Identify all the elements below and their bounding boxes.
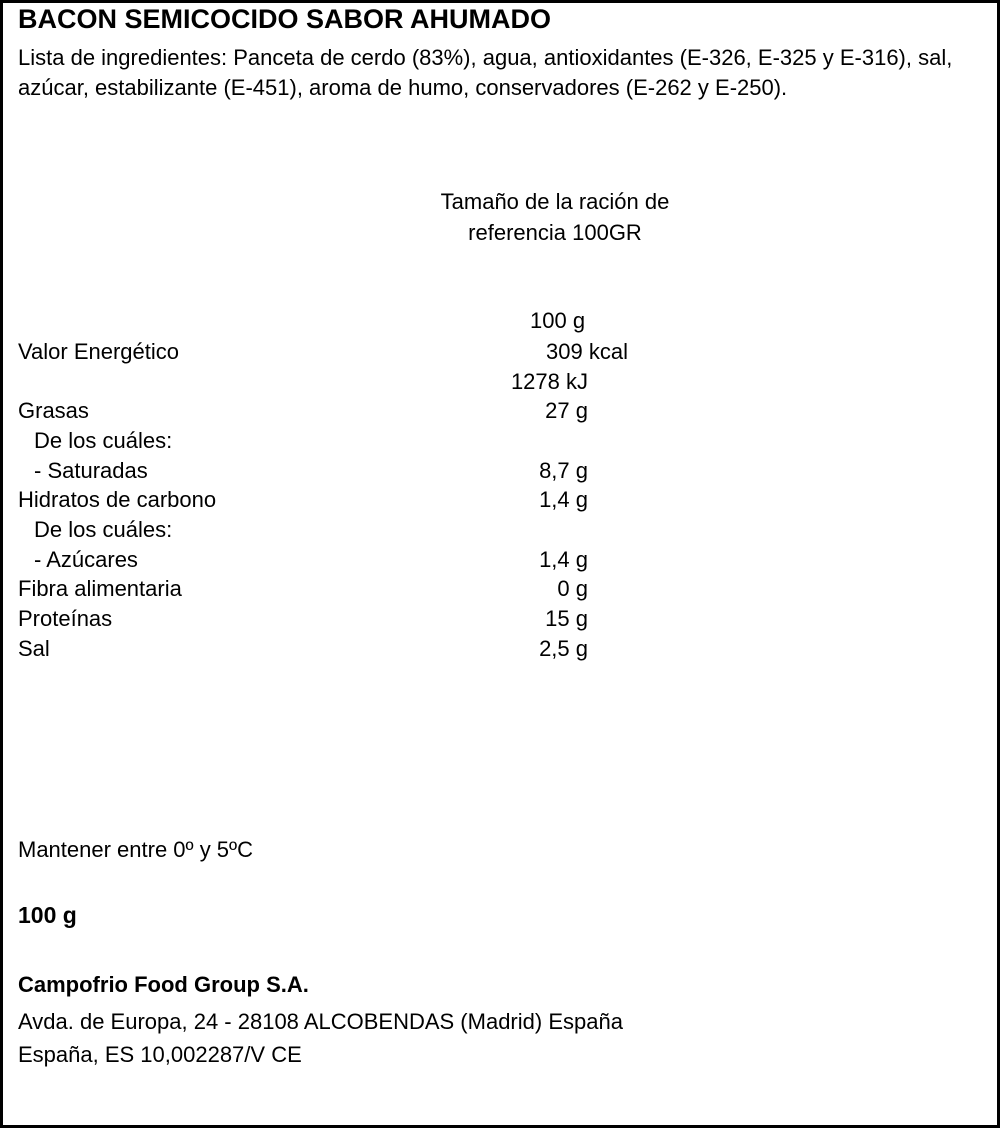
fiber-label: Fibra alimentaria	[18, 576, 182, 601]
fat-label: Grasas	[18, 398, 89, 423]
sugars-value: 1,4 g	[539, 547, 588, 572]
energy-kcal-value: 309 kcal	[546, 339, 628, 364]
of-which-label: De los cuáles:	[34, 428, 173, 453]
salt-label: Sal	[18, 636, 50, 661]
company-registry: España, ES 10,002287/V CE	[18, 1042, 302, 1067]
sugars-label: - Azúcares	[34, 547, 138, 572]
saturated-label: - Saturadas	[34, 458, 148, 483]
carbs-label: Hidratos de carbono	[18, 487, 217, 512]
product-title: BACON SEMICOCIDO SABOR AHUMADO	[18, 4, 551, 34]
reference-serving-size: Tamaño de la ración de referencia 100GR	[440, 189, 670, 245]
nutrition-column-header: 100 g	[530, 308, 586, 333]
storage-instructions: Mantener entre 0º y 5ºC	[18, 837, 253, 862]
salt-value: 2,5 g	[539, 636, 588, 661]
company-address: Avda. de Europa, 24 - 28108 ALCOBENDAS (Madrid) España	[18, 1009, 623, 1034]
company-name: Campofrio Food Group S.A.	[18, 972, 309, 997]
energy-kj-value: 1278 kJ	[510, 369, 588, 394]
protein-value: 15 g	[545, 606, 588, 631]
fiber-value: 0 g	[557, 576, 588, 601]
saturated-value: 8,7 g	[539, 458, 588, 483]
net-weight: 100 g	[18, 902, 77, 928]
energy-label: Valor Energético	[18, 339, 180, 364]
of-which-label: De los cuáles:	[34, 517, 173, 542]
carbs-value: 1,4 g	[539, 487, 588, 512]
protein-label: Proteínas	[18, 606, 113, 631]
ingredients-list: Lista de ingredientes: Panceta de cerdo (83%), agua, antioxidantes (E-326, E-325 y E-316), sal, azúcar, estabilizante (E-451), aroma de humo, conservadores (E-262 y E-250).	[18, 45, 953, 100]
fat-value: 27 g	[545, 398, 588, 423]
